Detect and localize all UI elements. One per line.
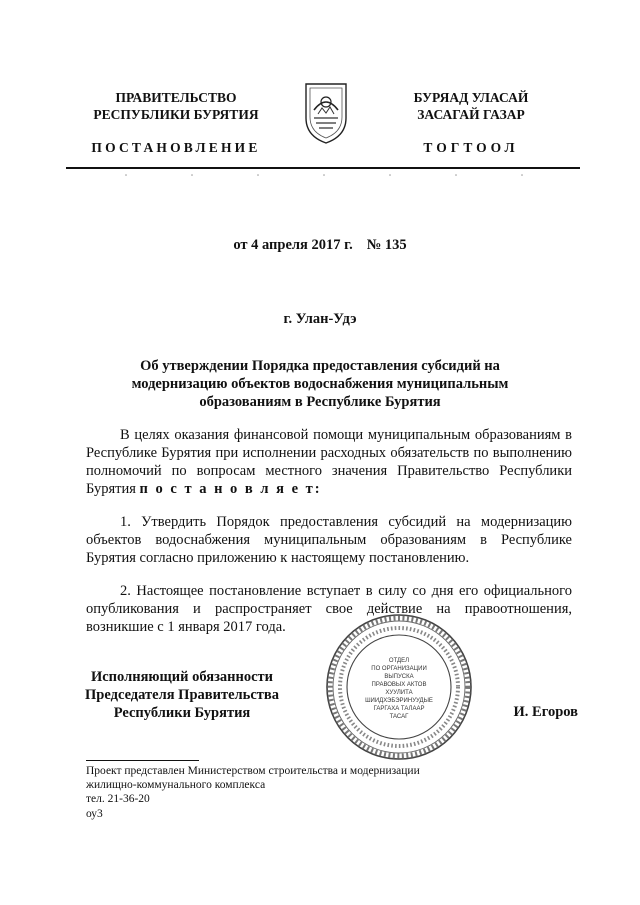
stamp-line-3: ВЫПУСКА (384, 674, 414, 680)
header-rule (66, 167, 580, 169)
document-city: г. Улан-Удэ (283, 311, 357, 327)
header-right-line2: ЗАСАГАЙ ГАЗАР (417, 107, 525, 122)
header-right (355, 89, 587, 123)
header-left-line1: ПРАВИТЕЛЬСТВО (115, 90, 237, 105)
stamp-line-7: ГАРГАХА ТАЛААР (373, 706, 425, 712)
stamp-line-8: ТАСАГ (389, 714, 409, 720)
coat-of-arms-icon (300, 80, 352, 146)
signer-title-line1: Исполняющий обязанности (90, 669, 274, 685)
header-right-line1: БУРЯАД УЛАСАЙ (413, 90, 529, 105)
official-stamp (324, 612, 474, 762)
document-date: от 4 апреля 2017 г. (233, 237, 353, 253)
body-paragraph-2: 1. Утвердить Порядок предоставления субсидий на модернизацию объектов водоснабжения муниципальным образованиям в Республике Бурятия согласно приложению к настоящему постановлению. (86, 514, 572, 566)
footnote-line2: жилищно-коммунального комплекса (86, 779, 266, 791)
footnote-line1: Проект представлен Министерством строительства и модернизации (86, 765, 420, 777)
signer-title (76, 668, 288, 722)
footnote (86, 764, 566, 806)
doc-type-bur: ТОГТООЛ (423, 140, 519, 155)
document-title: Об утверждении Порядка предоставления субсидий на модернизацию объектов водоснабжения муниципальным образованиям в Республике Бурятия (131, 358, 509, 410)
document-date-line (0, 237, 640, 254)
signer-name: И. Егоров (513, 704, 578, 720)
signer-title-line3: Республики Бурятия (113, 705, 251, 721)
document-code: оу3 (86, 808, 103, 820)
stamp-line-4: ПРАВОВЫХ АКТОВ (371, 682, 427, 688)
footnote-line3: тел. 21-36-20 (86, 793, 150, 805)
doc-type-ru: ПОСТАНОВЛЕНИЕ (91, 140, 261, 155)
body-paragraph-1 (86, 426, 572, 498)
body-paragraph-3: 2. Настоящее постановление вступает в силу со дня его официального опубликования и распространяет свое действие на правоотношения, возникшие с 1 января 2017 года. (86, 583, 572, 635)
header-dotted-line (66, 173, 580, 177)
resolves-word: п о с т а н о в л я е т: (139, 481, 322, 497)
stamp-line-6: ШИИДХЭБЭРИНУУДЫЕ (365, 698, 433, 704)
stamp-line-1: ОТДЕЛ (388, 658, 410, 664)
signer-title-line2: Председателя Правительства (85, 687, 279, 703)
footnote-rule (86, 760, 199, 761)
header-left-line2: РЕСПУБЛИКИ БУРЯТИЯ (93, 107, 259, 122)
body-paragraph-1-text: В целях оказания финансовой помощи муниципальным образованиям в Республике Бурятия при исполнении расходных обязательств по выполнению полномочий по вопросам местного значения Правительство Республики Бурятия (86, 427, 572, 497)
document-number: № 135 (366, 237, 407, 253)
header-left (60, 89, 292, 123)
stamp-line-2: ПО ОРГАНИЗАЦИИ (371, 666, 427, 672)
stamp-line-5: ХУУЛИТА (385, 690, 413, 696)
